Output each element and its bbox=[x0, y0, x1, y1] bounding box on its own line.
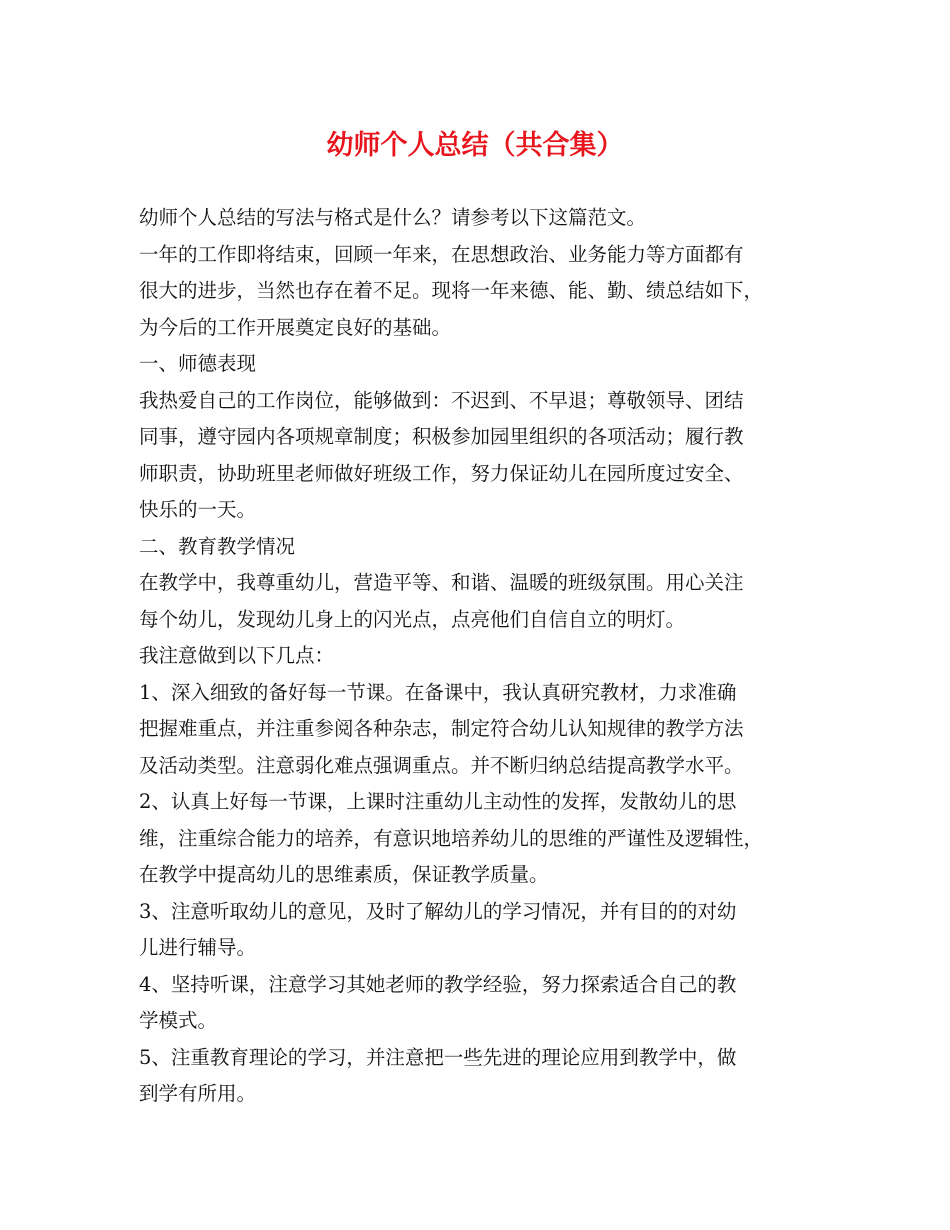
text-line: 在教学中，我尊重幼儿，营造平等、和谐、温暖的班级氛围。用心关注 bbox=[139, 571, 744, 594]
list-item-line: 及活动类型。注意弱化难点强调重点。并不断归纳总结提高教学水平。 bbox=[139, 753, 744, 777]
text-line: 师职责，协助班里老师做好班级工作，努力保证幼儿在园所度过安全、 bbox=[139, 461, 744, 485]
list-item-line: 3、注意听取幼儿的意见，及时了解幼儿的学习情况，并有目的的对幼 bbox=[139, 899, 737, 923]
document-body bbox=[139, 200, 829, 1113]
text-line: 我热爱自己的工作岗位，能够做到：不迟到、不早退；尊敬领导、团结 bbox=[139, 388, 744, 412]
list-item-line: 在教学中提高幼儿的思维素质，保证教学质量。 bbox=[139, 863, 549, 886]
list-item-line: 学模式。 bbox=[139, 1009, 218, 1032]
text-line: 很大的进步，当然也存在着不足。现将一年来德、能、勤、绩总结如下， bbox=[139, 279, 764, 302]
text-line: 一年的工作即将结束，回顾一年来，在思想政治、业务能力等方面都有 bbox=[139, 242, 744, 266]
list-item-line: 维，注重综合能力的培养，有意识地培养幼儿的思维的严谨性及逻辑性， bbox=[139, 826, 764, 850]
text-line: 快乐的一天。 bbox=[139, 498, 257, 521]
list-item-line: 4、坚持听课，注意学习其她老师的教学经验，努力探索适合自己的教 bbox=[139, 972, 737, 996]
page-title: 幼师个人总结（共合集） bbox=[326, 130, 624, 161]
list-item-line: 儿进行辅导。 bbox=[139, 936, 257, 959]
list-item-line: 5、注重教育理论的学习，并注意把一些先进的理论应用到教学中，做 bbox=[139, 1045, 737, 1069]
text-line: 每个幼儿，发现幼儿身上的闪光点，点亮他们自信自立的明灯。 bbox=[139, 607, 686, 631]
section-heading: 二、教育教学情况 bbox=[139, 534, 296, 558]
list-item-line: 把握难重点，并注重参阅各种杂志，制定符合幼儿认知规律的教学方法 bbox=[139, 717, 744, 740]
list-item-line: 1、深入细致的备好每一节课。在备课中，我认真研究教材，力求准确 bbox=[139, 680, 737, 704]
list-item-line: 2、认真上好每一节课，上课时注重幼儿主动性的发挥，发散幼儿的思 bbox=[139, 790, 737, 813]
list-item-line: 到学有所用。 bbox=[139, 1082, 257, 1105]
text-line: 幼师个人总结的写法与格式是什么？请参考以下这篇范文。 bbox=[139, 206, 647, 229]
text-line: 为今后的工作开展奠定良好的基础。 bbox=[139, 315, 452, 339]
text-line: 同事，遵守园内各项规章制度；积极参加园里组织的各项活动；履行教 bbox=[139, 425, 744, 448]
text-line: 我注意做到以下几点： bbox=[139, 644, 335, 667]
section-heading: 一、师德表现 bbox=[139, 352, 257, 375]
